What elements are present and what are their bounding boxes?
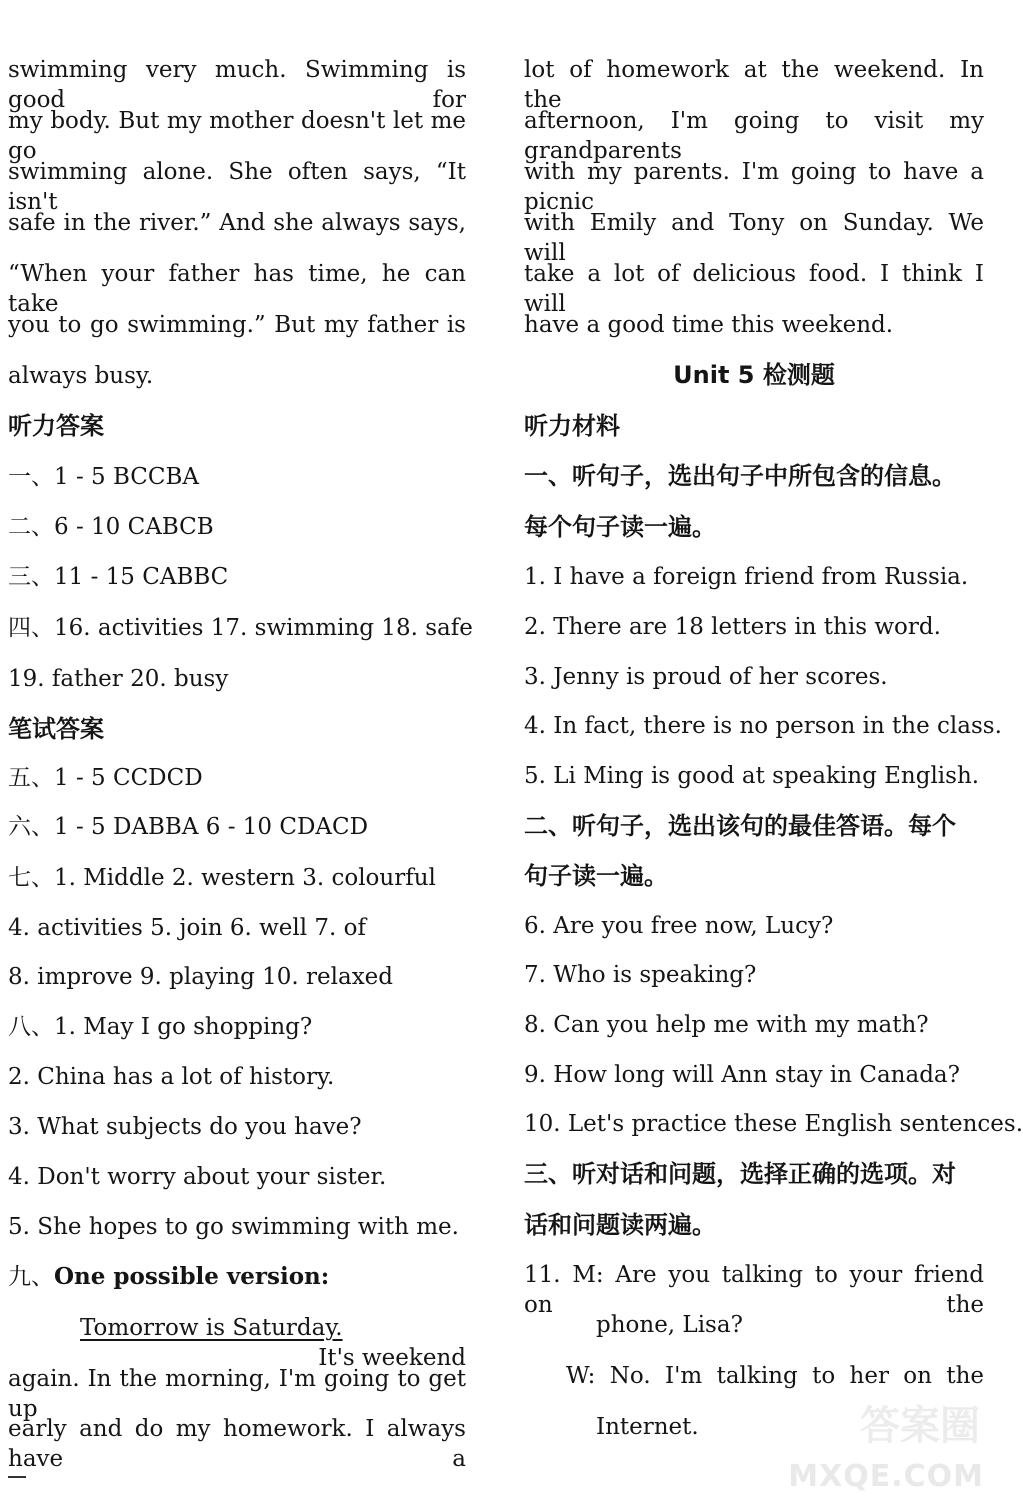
question-item: 10. Let's practice these English sentences. (524, 1111, 1023, 1137)
question-item: 7. Who is speaking? (524, 962, 757, 988)
passage-line: my body. But my mother doesn't let me go (8, 108, 466, 164)
essay-line: lot of homework at the weekend. In the (524, 57, 984, 113)
unit-title: Unit 5 检测题 (673, 361, 835, 389)
watermark (788, 1394, 984, 1494)
essay-first-rest: It's weekend (318, 1345, 466, 1371)
section-title: 二、听句子，选出该句的最佳答语。每个 (524, 812, 956, 840)
essay-line: with my parents. I'm going to have a picnic (524, 159, 984, 215)
answer-line: 一、1 - 5 BCCBA (8, 464, 200, 490)
passage-line: you to go swimming.” But my father is (8, 312, 466, 338)
question-item: 1. I have a foreign friend from Russia. (524, 564, 969, 590)
answer-line: 四、16. activities 17. swimming 18. safe (8, 615, 473, 641)
question-item: 8. Can you help me with my math? (524, 1012, 929, 1038)
essay-label: One possible version: (54, 1263, 330, 1290)
essay-line: afternoon, I'm going to visit my grandparents (524, 108, 984, 164)
question-item: 2. There are 18 letters in this word. (524, 614, 941, 640)
passage-line: safe in the river.” And she always says, (8, 210, 466, 236)
question-item: 4. In fact, there is no person in the class. (524, 713, 1002, 739)
essay-first-sentence: Tomorrow is Saturday. (80, 1315, 343, 1341)
passage-line: “When your father has time, he can take (8, 261, 466, 317)
section-title: 句子读一遍。 (524, 862, 668, 890)
passage-line: swimming very much. Swimming is good for (8, 57, 466, 113)
passage-line: swimming alone. She often says, “It isn't (8, 159, 466, 215)
essay-line: with Emily and Tony on Sunday. We will (524, 210, 984, 266)
dialogue-line: Internet. (596, 1414, 699, 1440)
essay-line: early and do my homework. I always have a (8, 1416, 466, 1472)
answer-line: 八、1. May I go shopping? (8, 1014, 313, 1040)
essay-heading (8, 1262, 466, 1292)
section-title: 话和问题读两遍。 (524, 1211, 716, 1239)
answer-line: 4. Don't worry about your sister. (8, 1164, 387, 1190)
section-title: 每个句子读一遍。 (524, 513, 716, 541)
passage-line: always busy. (8, 363, 154, 389)
answer-line: 3. What subjects do you have? (8, 1114, 362, 1140)
answer-line: 5. She hopes to go swimming with me. (8, 1214, 459, 1240)
essay-prefix: 九、 (8, 1264, 54, 1290)
page-corner-mark (8, 1476, 26, 1478)
watermark-logo: 答案圈 (860, 1403, 980, 1449)
listening-answers-heading: 听力答案 (8, 412, 104, 440)
answer-line: 8. improve 9. playing 10. relaxed (8, 964, 394, 990)
answer-line: 三、11 - 15 CABBC (8, 564, 229, 590)
written-answers-heading: 笔试答案 (8, 715, 104, 743)
question-item: 6. Are you free now, Lucy? (524, 913, 834, 939)
section-title: 一、听句子，选出句子中所包含的信息。 (524, 462, 956, 490)
listening-material-heading: 听力材料 (524, 412, 620, 440)
watermark-site: MXQE.COM (788, 1459, 984, 1494)
answer-line: 2. China has a lot of history. (8, 1064, 335, 1090)
essay-line: take a lot of delicious food. I think I will (524, 261, 984, 317)
answer-line: 五、1 - 5 CCDCD (8, 765, 203, 791)
question-item: 3. Jenny is proud of her scores. (524, 664, 888, 690)
question-item: 5. Li Ming is good at speaking English. (524, 763, 980, 789)
section-title: 三、听对话和问题，选择正确的选项。对 (524, 1160, 956, 1188)
answer-line: 二、6 - 10 CABCB (8, 514, 214, 540)
dialogue-line: phone, Lisa? (596, 1312, 743, 1338)
answer-line: 4. activities 5. join 6. well 7. of (8, 915, 367, 941)
essay-line: again. In the morning, I'm going to get up (8, 1366, 466, 1422)
dialogue-line: W: No. I'm talking to her on the (566, 1363, 984, 1389)
dialogue-line: 11. M: Are you talking to your friend on the (524, 1262, 984, 1318)
essay-line: have a good time this weekend. (524, 312, 894, 338)
answer-line: 七、1. Middle 2. western 3. colourful (8, 865, 436, 891)
question-item: 9. How long will Ann stay in Canada? (524, 1062, 960, 1088)
answer-line: 六、1 - 5 DABBA 6 - 10 CDACD (8, 814, 369, 840)
answer-line: 19. father 20. busy (8, 666, 229, 692)
